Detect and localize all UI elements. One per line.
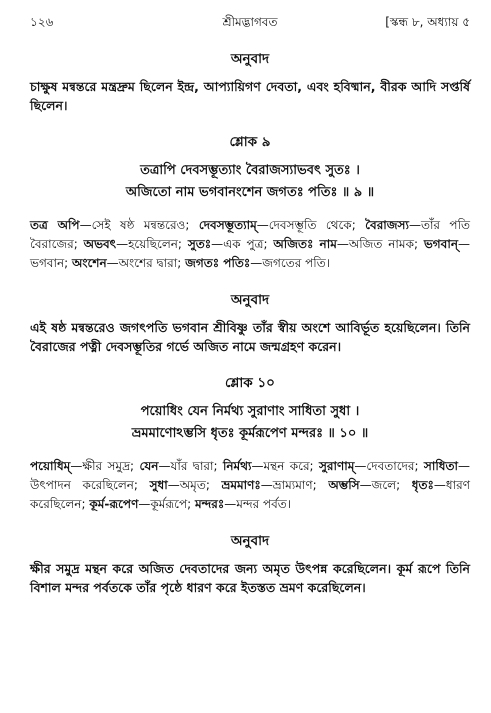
synonym-term: মন্দরঃ: [194, 497, 225, 511]
book-title: শ্রীমদ্ভাগবত: [222, 15, 278, 29]
synonym-meaning: উৎপাদন করেছিলেন;: [30, 478, 138, 492]
synonym-meaning: যাঁর দ্বারা;: [170, 459, 218, 473]
synonym-term: দেবসম্ভূত্যাম্: [198, 218, 257, 232]
synonym-meaning: ভ্রাম্যমাণ;: [272, 478, 317, 492]
synonym-meaning: হয়েছিলেন;: [128, 237, 182, 251]
synonym-meaning: এক পুত্র;: [223, 237, 268, 251]
translation-text: চাক্ষুষ মন্বন্তরে মন্ত্রদ্রুম ছিলেন ইন্দ্র, আপ্যায়িগণ দেবতা, এবং হবিষ্মান, বীরক আদি সপ্তর্ষি ছিলেন।: [30, 79, 470, 113]
synonym-term: নির্মথ্য: [222, 459, 252, 473]
synonym-meaning: ভগবান;: [30, 256, 69, 270]
synonym-term: অংশেন: [72, 256, 107, 270]
translation-heading: অনুবাদ: [230, 51, 270, 67]
synonym-term: অভবৎ: [83, 237, 117, 251]
synonym-term: সুধা: [149, 478, 168, 492]
synonym-meaning: মন্দর পর্বত।: [236, 497, 292, 511]
synonym-term: পয়োধিম্: [30, 459, 71, 473]
synonym-meaning: ধারণ করেছিলেন;: [30, 478, 470, 511]
synonym-term: কূর্ম-রূপেণ: [89, 497, 139, 511]
translation-heading: অনুবাদ: [230, 292, 270, 308]
verse-heading: শ্লোক ১০: [225, 375, 275, 391]
synonym-term: ভগবান্: [423, 237, 458, 251]
synonym-term: সুরাণাম্: [319, 459, 355, 473]
synonym-term: ধৃতঃ: [411, 478, 434, 492]
synonym-meaning: কূর্মরূপে;: [150, 497, 192, 511]
synonym-term: অজিতঃ নাম: [273, 237, 337, 251]
translation-text: ক্ষীর সমুদ্র মন্থন করে অজিত দেবতাদের জন্য অমৃত উৎপন্ন করেছিলেন। কূর্ম রূপে তিনি বিশাল মন্দর পর্বতকে তাঁর পৃষ্ঠে ধারণ করে ইতস্তত ভ্রমণ করেছিলেন।: [30, 561, 470, 595]
synonym-meaning: জগতের পতি।: [262, 256, 331, 270]
synonym-meaning: তাঁর পতি বৈরাজের;: [30, 218, 471, 251]
running-header: [30, 14, 470, 34]
synonyms-paragraph: তত্র অপি—সেই ষষ্ঠ মন্বন্তরেও; দেবসম্ভূত্যাম্—দেবসম্ভূতি থেকে; বৈরাজস্য—তাঁর পতি বৈরাজের; অভবৎ—হয়েছিলেন; সুতঃ—এক পুত্র; অজিতঃ নাম—অজিত নামক; ভগবান্—ভগবান; অংশেন—অংশের দ্বারা; জগতঃ পতিঃ—জগতের পতি।: [30, 218, 471, 270]
synonym-meaning: অজিত নামক;: [348, 237, 419, 251]
synonym-meaning: মন্থন করে;: [263, 459, 314, 473]
synonym-meaning: অংশের দ্বারা;: [118, 256, 182, 270]
synonym-term: সুতঃ: [187, 237, 212, 251]
synonym-term: অম্ভসি: [328, 478, 360, 492]
section-label: [স্কন্ধ ৮, অধ্যায় ৫: [385, 15, 470, 29]
synonym-meaning: অমৃত;: [179, 478, 210, 492]
synonym-meaning: ক্ষীর সমুদ্র;: [82, 459, 135, 473]
translation-heading: অনুবাদ: [230, 533, 270, 549]
synonym-term: তত্র অপি: [30, 218, 80, 232]
verse-heading: শ্লোক ৯: [229, 134, 271, 150]
synonyms-paragraph: পয়োধিম্—ক্ষীর সমুদ্র; যেন—যাঁর দ্বারা; নির্মথ্য—মন্থন করে; সুরাণাম্—দেবতাদের; সাধিতা—উৎপাদন করেছিলেন; সুধা—অমৃত; ভ্রমমাণঃ—ভ্রাম্যমাণ; অম্ভসি—জলে; ধৃতঃ—ধারণ করেছিলেন; কূর্ম-রূপেণ—কূর্মরূপে; মন্দরঃ—মন্দর পর্বত।: [30, 459, 470, 511]
synonym-term: ভ্রমমাণঃ: [221, 478, 261, 492]
synonym-term: সাধিতা: [423, 459, 458, 473]
book-page: [30, 14, 470, 597]
page-number: ১২৬: [30, 15, 54, 29]
verse-line: অজিতো নাম ভগবানংশেন জগতঃ পতিঃ ॥ ৯ ॥: [125, 185, 375, 200]
synonym-meaning: সেই ষষ্ঠ মন্বন্তরেও;: [91, 218, 190, 232]
verse-line: তত্রাপি দেবসম্ভূত্যাং বৈরাজস্যাভবৎ সুতঃ ।: [140, 163, 360, 178]
translation-text: এই ষষ্ঠ মন্বন্তরেও জগৎপতি ভগবান শ্রীবিষ্ণু তাঁর স্বীয় অংশে আবির্ভূত হয়েছিলেন। তিনি বৈরাজের পত্নী দেবসম্ভূতির গর্ভে অজিত নামে জন্মগ্রহণ করেন।: [30, 320, 470, 354]
synonym-term: বৈরাজস্য: [365, 218, 409, 232]
synonym-meaning: দেবসম্ভূতি থেকে;: [268, 218, 356, 232]
synonym-meaning: জলে;: [371, 478, 401, 492]
synonym-meaning: দেবতাদের;: [366, 459, 419, 473]
synonym-term: যেন: [139, 459, 159, 473]
synonym-term: জগতঃ পতিঃ: [185, 256, 251, 270]
verse-line: ভ্রমমাণোঽম্ভসি ধৃতঃ কূর্মরূপেণ মন্দরঃ ॥ ১০ ॥: [131, 426, 369, 441]
verse-line: পয়োধিং যেন নির্মথ্য সুরাণাং সাধিতা সুধা ।: [140, 404, 360, 419]
